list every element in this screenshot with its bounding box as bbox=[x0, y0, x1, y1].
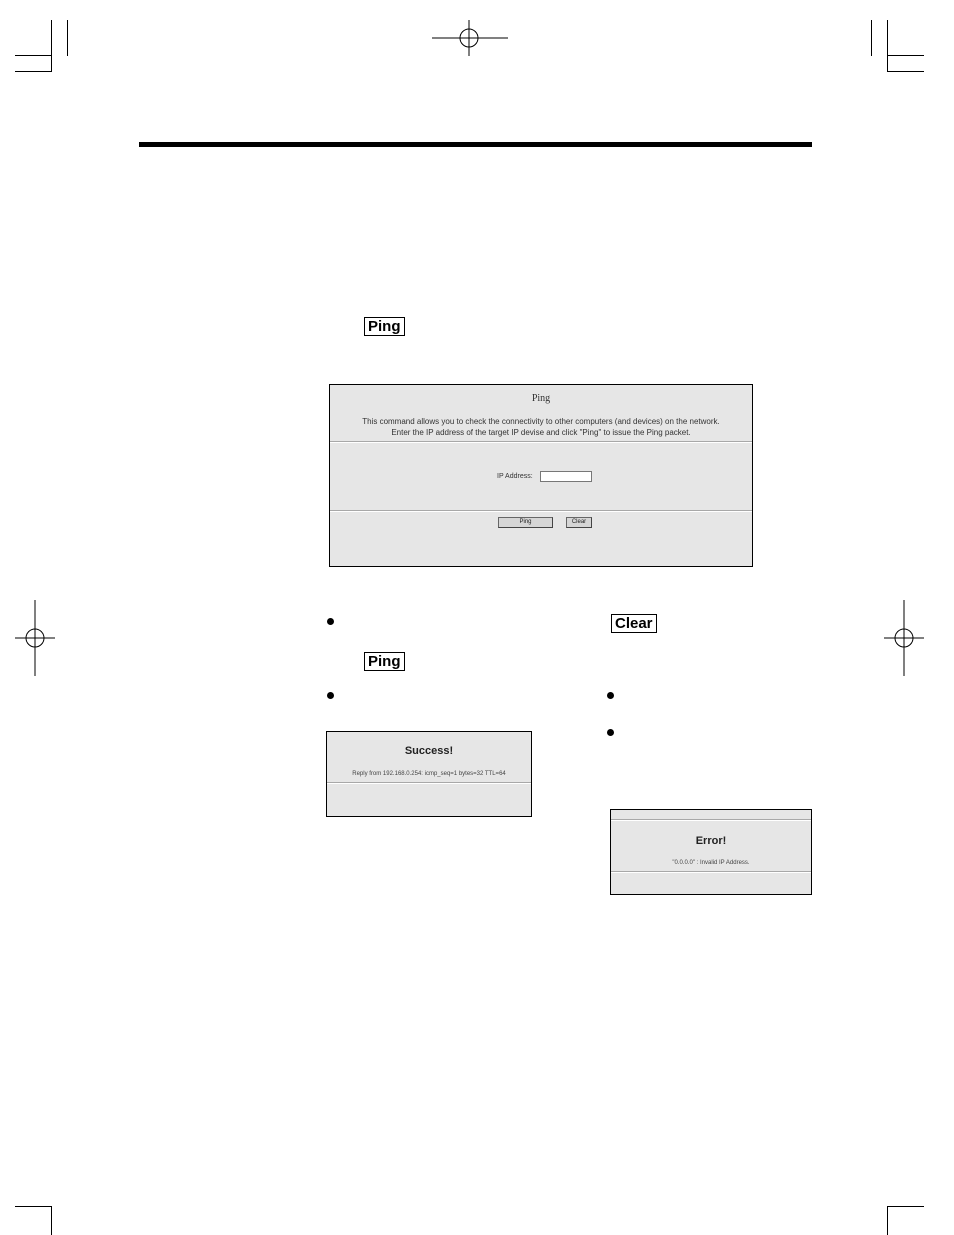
success-message: Reply from 192.168.0.254: icmp_seq=1 bytes=32 TTL=64 bbox=[352, 771, 506, 777]
bullet-icon bbox=[607, 692, 614, 699]
error-title: Error! bbox=[695, 835, 727, 847]
divider bbox=[327, 782, 531, 784]
success-title: Success! bbox=[404, 745, 454, 757]
registration-mark-icon bbox=[430, 20, 510, 56]
registration-mark-icon bbox=[884, 600, 924, 676]
ping-button[interactable]: Ping bbox=[498, 517, 553, 528]
clear-button[interactable]: Clear bbox=[566, 517, 592, 528]
error-message: "0.0.0.0" : Invalid IP Address. bbox=[672, 860, 750, 866]
error-screen bbox=[610, 809, 812, 895]
clear-key-label: Clear bbox=[611, 614, 657, 633]
registration-mark-icon bbox=[15, 600, 55, 676]
bullet-icon bbox=[607, 729, 614, 736]
bullet-icon bbox=[327, 618, 334, 625]
ping-screen-title: Ping bbox=[531, 393, 551, 404]
ping-key-label: Ping bbox=[364, 317, 405, 336]
divider bbox=[611, 871, 811, 873]
ping-screen-description-line1: This command allows you to check the connectivity to other computers (and devices) on the network. bbox=[362, 417, 720, 426]
ip-address-input[interactable] bbox=[540, 471, 592, 482]
divider bbox=[330, 441, 752, 443]
ping-key-label: Ping bbox=[364, 652, 405, 671]
divider bbox=[330, 510, 752, 512]
header-rule bbox=[139, 142, 812, 147]
ip-address-label: IP Address: bbox=[497, 473, 533, 480]
bullet-icon bbox=[327, 692, 334, 699]
divider bbox=[611, 819, 811, 821]
success-screen bbox=[326, 731, 532, 817]
ping-screen-description-line2: Enter the IP address of the target IP devise and click "Ping" to issue the Ping packet. bbox=[391, 428, 691, 437]
ping-screen bbox=[329, 384, 753, 567]
